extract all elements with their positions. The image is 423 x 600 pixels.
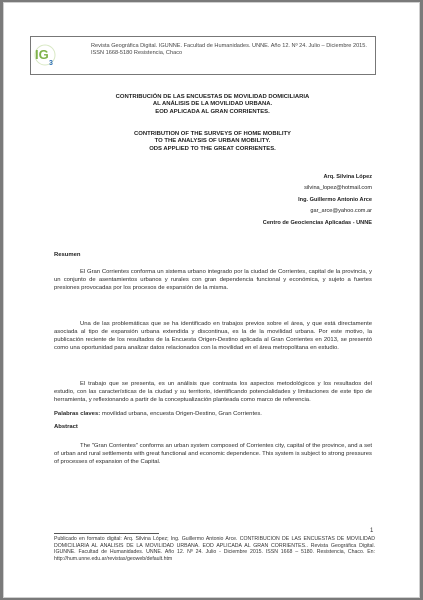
author-2-email[interactable]: gar_arce@yahoo.com.ar <box>310 208 372 215</box>
keywords <box>54 411 372 419</box>
resumen-paragraph-2: Una de las problemáticas que se ha identificado en trabajos previos sobre el área, y que está directamente asociada al tipo de expansión urbana extendida y discontinua, es la de la movilidad urbana. Por este motivo, la publicación reciente de los resultados de la Encuesta Origen-Destino aplicada al Gran Corrientes en 2013, se presentó como una oportunidad para analizar datos relacionados con la movilidad en el área metropolitana en estudio. <box>54 321 372 351</box>
title-english: CONTRIBUTION OF THE SURVEYS OF HOME MOBILITY TO THE ANALYSIS OF URBAN MOBILITY. ODS APPLIED TO THE GREAT CORRIENTES. <box>134 131 291 152</box>
title-spanish: CONTRIBUCIÓN DE LAS ENCUESTAS DE MOVILIDAD DOMICILIARIA AL ANÁLISIS DE LA MOVILIDAD URBANA. EOD APLICADA AL GRAN CORRIENTES. <box>115 94 310 115</box>
footnote-divider <box>54 533 159 534</box>
resumen-paragraph-3: El trabajo que se presenta, es un análisis que contrasta los aspectos metodológicos y los resultados del estudio, con las características de la ciudad y su territorio, identificando potencialidades y limitaciones de este tipo de herramienta, y reflexionando a partir de la conceptualización planteada como marco de referencia. <box>54 381 372 403</box>
abstract-heading: Abstract <box>54 424 78 430</box>
page-number: 1 <box>370 528 374 534</box>
svg-text:IG: IG <box>35 47 49 62</box>
author-block <box>263 172 372 229</box>
keywords-label: Palabras claves: <box>54 411 101 417</box>
institution: Centro de Geociencias Aplicadas - UNNE <box>262 219 372 226</box>
footnote: Publicado en formato digital: Arq. Silvina López; Ing. Guillermo Antonio Arce. CONTRIBUCION DE LAS ENCUESTAS DE MOVILIDAD DOMICILIARIA AL ANALISIS DE LA MOVILIDAD URBANA. EOD APLICADA AL GRAN CORRIENTES.. Revista Geográfica Digital. IGUNNE. Facultad de Humanidades. UNNE. Año 12. Nº 24. Julio - Diciembre 2015. ISSN 1668 – 5180. Resistencia, Chaco. En: http://hum.unne.edu.ar/revistas/geoweb/default.htm <box>54 536 375 562</box>
journal-logo <box>34 42 56 68</box>
abstract-paragraph-1: The "Gran Corrientes" conforms an urban system composed of Corrientes city, capital of the province, and a set of urban and rural settlements with great functional and economic dependence. This system is subject to strong pressures of processes of expansion of the Capital. <box>54 443 372 465</box>
author-1-email[interactable]: silvina_lopez@hotmail.com <box>304 185 372 192</box>
document-page <box>3 2 420 598</box>
resumen-paragraph-1: El Gran Corrientes conforma un sistema urbano integrado por la ciudad de Corrientes, capital de la provincia, y un conjunto de asentamientos urbanos y rurales con gran dependencia funcional y económica, y sujeto a fuertes presiones provocadas por los procesos de expansión de la misma. <box>54 269 372 291</box>
author-1-name: Arq. Silvina López <box>323 174 372 180</box>
resumen-heading: Resumen <box>54 252 81 258</box>
keywords-text: movilidad urbana, encuesta Origen-Destino, Gran Corrientes. <box>100 411 262 417</box>
svg-text:3: 3 <box>49 60 53 67</box>
journal-header <box>30 36 376 75</box>
journal-citation: Revista Geográfica Digital. IGUNNE. Facultad de Humanidades. UNNE. Año 12. Nº 24. Julio – Diciembre 2015. ISSN 1668-5180 Resistencia, Chaco <box>91 43 367 56</box>
author-2-name: Ing. Guillermo Antonio Arce <box>298 196 372 203</box>
